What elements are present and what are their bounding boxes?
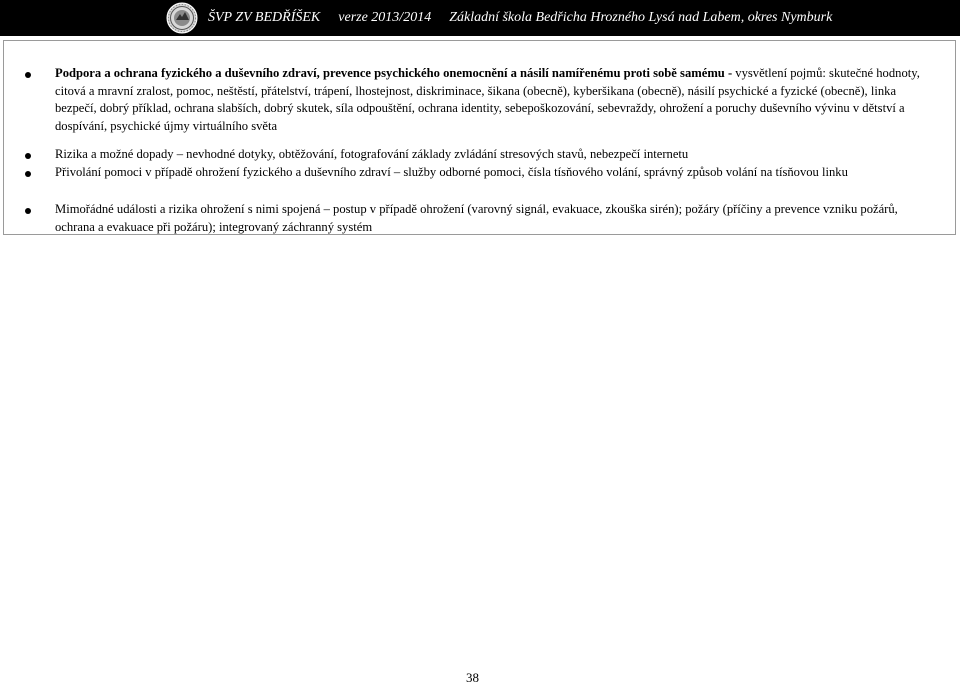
list-item-bold-text: Podpora a ochrana fyzického a duševního zdraví, prevence psychického onemocnění a násilí namířenému proti sobě samému -	[55, 66, 733, 80]
list-item-text: Mimořádné události a rizika ohrožení s nimi spojená – postup v případě ohrožení (varovný signál, evakuace, zkouška sirén); požáry (příčiny a prevence vzniku požárů, ochrana a evakuace při požáru); integrovaný záchranný systém	[55, 202, 898, 234]
header-school: Základní škola Bedřicha Hrozného Lysá nad Labem, okres Nymburk	[449, 10, 833, 25]
bullet-icon	[25, 171, 31, 177]
page-number: 38	[466, 670, 479, 685]
list-item-body-text: vysvětlení pojmů: skutečné hodnoty, citová a mravní zralost, pomoc, neštěstí, přátelství, trápení, lhostejnost, diskriminace, šikana (obecně), kyberšikana (obecně), násilí psychické a fyzické (obecně), linka bezpečí, dobrý příklad, ochrana slabších, dobrý skutek, síla odpouštění, ochrana identity, sebepoškozování, sebevraždy, ohrožení a poruchy duševního vývinu v dětství a dospívání, psychické újmy virtuálního světa	[55, 66, 920, 133]
header-bar	[0, 0, 960, 36]
list-item-text	[55, 65, 939, 135]
bullet-icon	[25, 153, 31, 159]
list-item	[29, 146, 939, 164]
header-title: ŠVP ZV BEDŘÍŠEK	[208, 10, 321, 25]
list-item-text: Přivolání pomoci v případě ohrožení fyzického a duševního zdraví – služby odborné pomoci, čísla tísňového volání, správný způsob volání na tísňovou linku	[55, 165, 848, 179]
list-item-text: Rizika a možné dopady – nevhodné dotyky, obtěžování, fotografování základy zvládání stresových stavů, nebezpečí internetu	[55, 147, 689, 161]
bullet-icon	[25, 208, 31, 214]
school-logo-icon	[166, 2, 198, 34]
header-version: verze 2013/2014	[338, 10, 432, 25]
list-item	[29, 164, 939, 182]
list-item	[29, 65, 939, 135]
bullet-icon	[25, 72, 31, 78]
list-item	[29, 201, 939, 236]
header-content	[166, 0, 832, 36]
content-box	[3, 40, 956, 235]
